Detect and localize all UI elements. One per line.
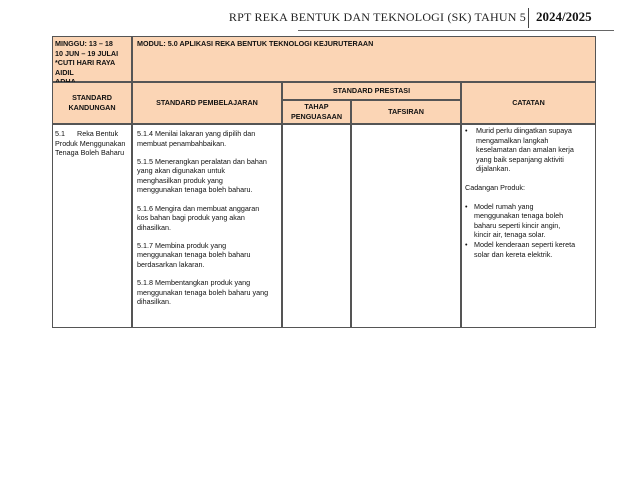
rpt-table [52, 36, 596, 328]
col-standard-pembelajaran [132, 82, 282, 124]
learning-standard [137, 204, 278, 233]
col-header-text: STANDARD PRESTASI [332, 86, 411, 96]
catatan-line: Murid perlu diingatkan supaya [476, 126, 572, 135]
kandungan-text: Reka Bentuk [77, 129, 119, 138]
document-year: 2024/2025 [536, 9, 592, 24]
catatan-line: baharu seperti kincir angin, [474, 220, 561, 230]
catatan-bullet [465, 202, 592, 240]
kandungan-text: Produk Menggunakan [55, 138, 126, 148]
col-header-text: TAHAP [304, 102, 329, 112]
document-title: RPT REKA BENTUK DAN TEKNOLOGI (SK) TAHUN 5 [228, 10, 526, 24]
catatan-line: dijalankan. [476, 164, 511, 174]
learning-line: yang akan digunakan untuk [137, 166, 225, 176]
tafsiran-cell [351, 124, 461, 328]
learning-line: 5.1.4 Menilai lakaran yang dipilih dan [137, 129, 256, 138]
module-title: MODUL: 5.0 APLIKASI REKA BENTUK TEKNOLOGI KEJURUTERAAN [137, 39, 374, 48]
learning-line: membuat penambahbaikan. [137, 138, 227, 148]
kandungan-cell [52, 124, 132, 328]
week-line: 10 JUN – 19 JULAI [55, 48, 119, 58]
catatan-bullet [465, 240, 592, 259]
week-line: MINGGU: 13 – 18 [55, 39, 113, 48]
col-tafsiran [351, 100, 461, 124]
week-cell [52, 36, 132, 82]
learning-line: 5.1.5 Menerangkan peralatan dan bahan [137, 156, 267, 166]
learning-line: menggunakan tenaga boleh baharu yang [137, 287, 269, 297]
learning-line: kos bahan bagi produk yang akan [137, 213, 245, 223]
col-header-text: STANDARD [72, 93, 112, 103]
catatan-cell [461, 124, 596, 328]
learning-line: menggunakan tenaga boleh baharu [137, 250, 251, 260]
col-header-text: TAFSIRAN [388, 107, 424, 117]
col-header-text: CATATAN [512, 98, 545, 108]
catatan-line: yang baik sepanjang aktiviti [476, 154, 564, 164]
kandungan-line [55, 129, 129, 139]
bullet-icon: • [465, 126, 468, 135]
col-tahap-penguasaan [282, 100, 351, 124]
catatan-line: Model rumah yang [474, 201, 534, 211]
catatan-line: mengamalkan langkah [476, 135, 549, 145]
catatan-line: Model kenderaan seperti kereta [474, 239, 576, 249]
learning-standard [137, 278, 278, 307]
learning-standard [137, 129, 278, 148]
learning-line: 5.1.6 Mengira dan membuat anggaran [137, 203, 260, 213]
header-underline [298, 30, 614, 31]
kandungan-text: Tenaga Boleh Baharu [55, 148, 125, 158]
catatan-line: menggunakan tenaga boleh [474, 211, 564, 221]
col-standard-prestasi [282, 82, 461, 100]
col-header-text: KANDUNGAN [68, 103, 116, 112]
learning-line: menggunakan tenaga boleh baharu. [137, 185, 253, 195]
learning-line: dihasilkan. [137, 297, 171, 307]
learning-line: 5.1.7 Membina produk yang [137, 240, 227, 250]
header-divider [528, 8, 529, 28]
kandungan-number: 5.1 [55, 129, 65, 138]
cadangan-label: Cadangan Produk: [465, 182, 525, 192]
col-header-text: PENGUASAAN [290, 112, 343, 121]
week-line: *CUTI HARI RAYA AIDIL [55, 58, 115, 77]
learning-line: menghasilkan produk yang [137, 175, 223, 185]
learning-standard [137, 241, 278, 270]
col-catatan [461, 82, 596, 124]
bullet-icon: • [465, 239, 468, 249]
col-standard-kandungan [52, 82, 132, 124]
tahap-cell [282, 124, 351, 328]
catatan-bullet [465, 126, 592, 174]
learning-standard [137, 157, 278, 195]
module-cell [132, 36, 596, 82]
learning-line: 5.1.8 Membentangkan produk yang [137, 278, 251, 288]
catatan-note-list [465, 126, 592, 174]
page-header [0, 8, 638, 28]
learning-line: dihasilkan. [137, 222, 171, 232]
pembelajaran-cell [132, 124, 282, 328]
cadangan-list [465, 202, 592, 260]
learning-line: berdasarkan lakaran. [137, 260, 205, 270]
catatan-line: keselamatan dan amalan kerja [476, 145, 574, 155]
bullet-icon: • [465, 201, 468, 211]
catatan-line: solar dan kereta elektrik. [474, 249, 553, 259]
catatan-line: kincir air, tenaga solar. [474, 230, 546, 240]
col-header-text: STANDARD PEMBELAJARAN [156, 98, 258, 108]
